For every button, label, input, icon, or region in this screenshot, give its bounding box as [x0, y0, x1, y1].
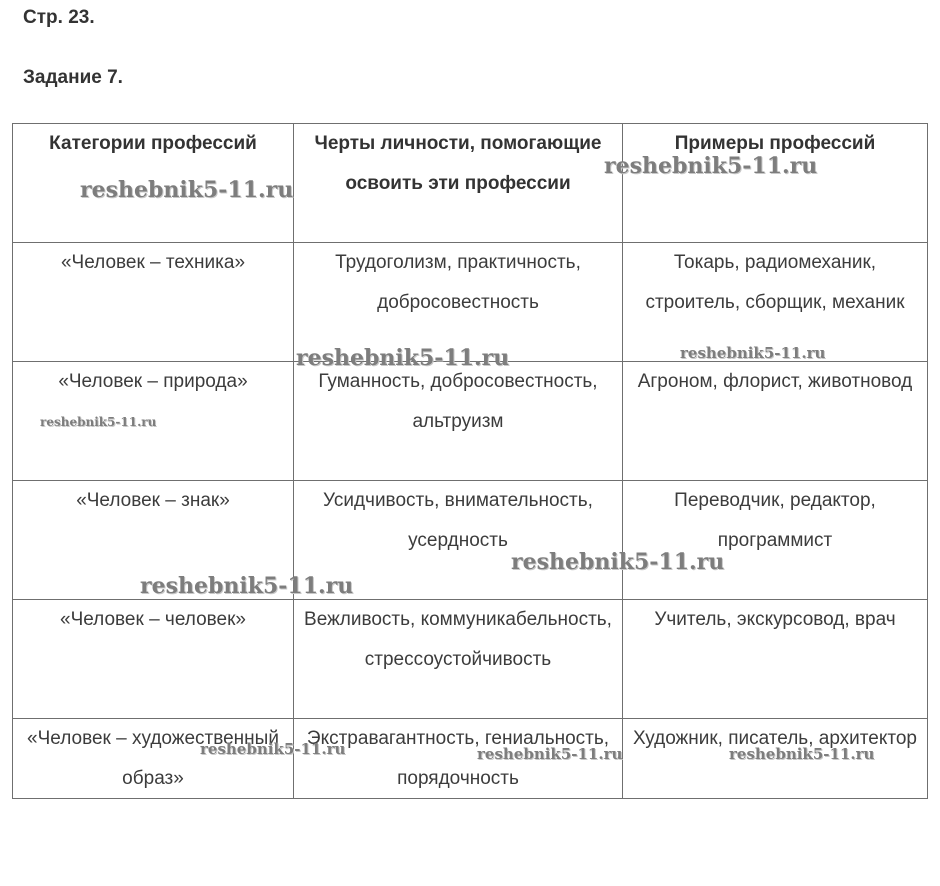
header-traits: Черты личности, помогающие освоить эти профессии — [294, 124, 623, 243]
examples-cell: Художник, писатель, архитектор — [623, 719, 928, 799]
table-row — [13, 600, 928, 719]
watermark: reshebnik5-11.ru — [140, 573, 354, 599]
watermark: reshebnik5-11.ru — [477, 745, 623, 763]
table-row — [13, 362, 928, 481]
header-categories: Категории профессий — [13, 124, 294, 243]
header-examples: Примеры профессий — [623, 124, 928, 243]
watermark: reshebnik5-11.ru — [729, 745, 875, 763]
traits-cell: Трудоголизм, практичность, добросовестность — [294, 243, 623, 362]
category-cell: «Человек – техника» — [13, 243, 294, 362]
traits-cell: Экстравагантность, гениальность, порядочность — [294, 719, 623, 799]
examples-cell: Учитель, экскурсовод, врач — [623, 600, 928, 719]
category-cell: «Человек – знак» — [13, 481, 294, 600]
examples-cell: Переводчик, редактор, программист — [623, 481, 928, 600]
examples-cell: Агроном, флорист, животновод — [623, 362, 928, 481]
examples-cell: Токарь, радиомеханик, строитель, сборщик, механик — [623, 243, 928, 362]
traits-cell: Гуманность, добросовестность, альтруизм — [294, 362, 623, 481]
watermark: reshebnik5-11.ru — [200, 740, 346, 758]
watermark: reshebnik5-11.ru — [296, 345, 510, 371]
table-row — [13, 719, 928, 799]
watermark: reshebnik5-11.ru — [604, 153, 818, 179]
traits-cell: Вежливость, коммуникабельность, стрессоустойчивость — [294, 600, 623, 719]
watermark: reshebnik5-11.ru — [680, 344, 826, 362]
watermark: reshebnik5-11.ru — [40, 415, 157, 429]
page-number: Стр. 23. — [23, 7, 95, 28]
watermark: reshebnik5-11.ru — [511, 549, 725, 575]
table-header-row — [13, 124, 928, 243]
table-row — [13, 481, 928, 600]
task-title: Задание 7. — [23, 67, 123, 88]
watermark: reshebnik5-11.ru — [80, 177, 294, 203]
table-row — [13, 243, 928, 362]
category-cell: «Человек – природа» — [13, 362, 294, 481]
category-cell: «Человек – человек» — [13, 600, 294, 719]
professions-table — [12, 123, 928, 799]
category-cell: «Человек – художественный образ» — [13, 719, 294, 799]
traits-cell: Усидчивость, внимательность, усердность — [294, 481, 623, 600]
